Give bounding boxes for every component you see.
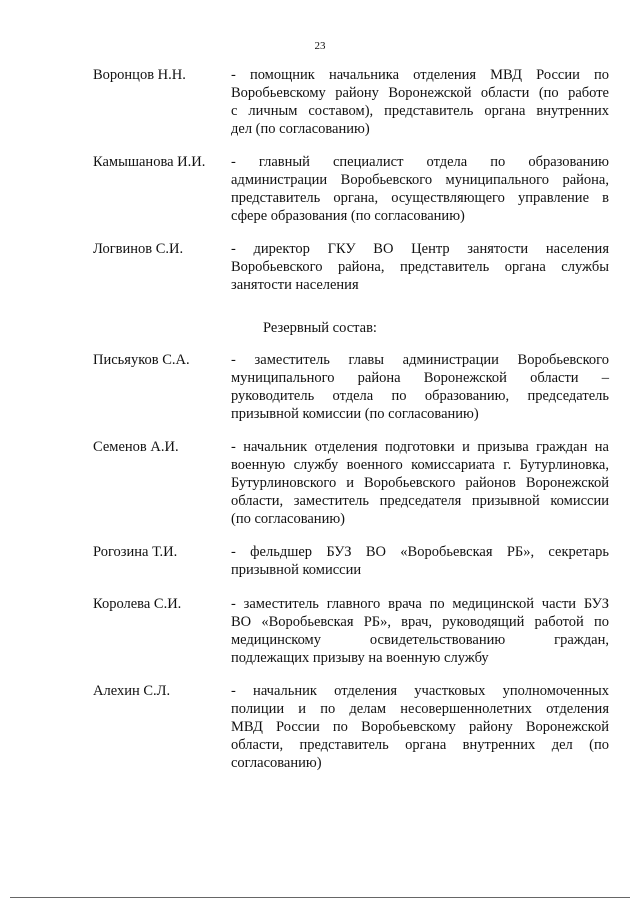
member-name: Королева С.И. (93, 596, 182, 612)
description-line: занятости населения (231, 277, 359, 293)
reserve-heading: Резервный состав: (263, 320, 377, 336)
description-line: - начальник отделения участковых уполномоченных (231, 683, 609, 699)
description-line: дел (по согласованию) (231, 121, 370, 137)
member-description (231, 351, 609, 423)
description-line: области, заместитель председателя призывной комиссии (231, 493, 609, 509)
description-line: области, представитель органа внутренних дел (по (231, 737, 609, 753)
member-name: Камышанова И.И. (93, 154, 206, 170)
description-line: (по согласованию) (231, 511, 345, 527)
description-line: военную службу военного комиссариата г. Бутурлиновка, (231, 457, 609, 473)
description-line: призывной комиссии (231, 562, 362, 578)
member-description (231, 240, 609, 294)
description-line: Воробьевскому району Воронежской области (по работе (231, 85, 609, 101)
description-line: руководитель отдела по образованию, председатель (231, 388, 609, 404)
member-description (231, 438, 609, 528)
description-line: - помощник начальника отделения МВД России по (231, 67, 609, 83)
description-line: - директор ГКУ ВО Центр занятости населения (231, 241, 609, 257)
member-description (231, 66, 609, 138)
description-line: - заместитель главы администрации Воробьевского (231, 352, 609, 368)
description-line: - главный специалист отдела по образованию (231, 154, 609, 170)
description-line: ВО «Воробьевская РБ», врач, руководящий работой по (231, 614, 609, 630)
page-number: 23 (314, 40, 326, 52)
member-description (231, 682, 609, 772)
description-line: представитель органа, осуществляющего управление в (231, 190, 609, 206)
description-line: полиции и по делам несовершеннолетних отделения (231, 701, 609, 717)
member-description (231, 153, 609, 225)
member-name: Воронцов Н.Н. (93, 67, 186, 83)
bottom-divider (10, 897, 630, 898)
description-line: - начальник отделения подготовки и призыва граждан на (231, 439, 609, 455)
member-name: Логвинов С.И. (93, 241, 184, 257)
member-name: Рогозина Т.И. (93, 544, 178, 560)
member-name: Письяуков С.А. (93, 352, 190, 368)
description-line: согласованию) (231, 755, 322, 771)
description-line: с личным составом), представитель органа внутренних (231, 103, 609, 119)
description-line: подлежащих призыву на военную службу (231, 650, 489, 666)
description-line: сфере образования (по согласованию) (231, 208, 465, 224)
member-description (231, 595, 609, 667)
description-line: - фельдшер БУЗ ВО «Воробьевская РБ», секретарь (231, 544, 609, 560)
member-name: Алехин С.Л. (93, 683, 171, 699)
description-line: медицинскому освидетельствованию граждан, (231, 632, 609, 648)
description-line: МВД России по Воробьевскому району Воронежской (231, 719, 609, 735)
member-description (231, 543, 609, 579)
description-line: Воробьевского района, представитель органа службы (231, 259, 609, 275)
member-name: Семенов А.И. (93, 439, 179, 455)
description-line: призывной комиссии (по согласованию) (231, 406, 479, 422)
description-line: администрации Воробьевского муниципального района, (231, 172, 609, 188)
description-line: Бутурлиновского и Воробьевского районов Воронежской (231, 475, 609, 491)
description-line: - заместитель главного врача по медицинской части БУЗ (231, 596, 609, 612)
description-line: муниципального района Воронежской области – (231, 370, 609, 386)
